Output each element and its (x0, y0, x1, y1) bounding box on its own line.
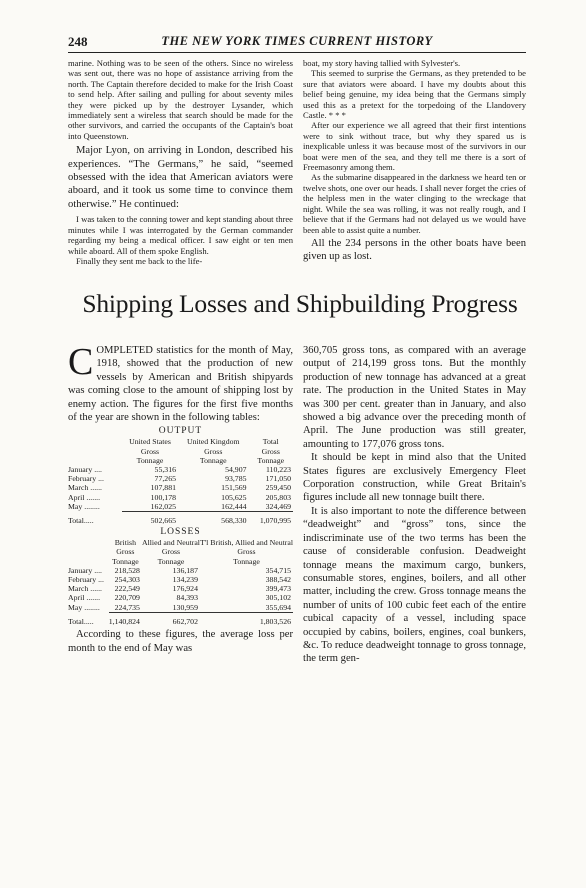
losses-table-block (68, 527, 293, 626)
column-header: Total Gross Tonnage (257, 437, 285, 465)
table-total-row: Total..... 502,665 568,330 1,070,995 (68, 512, 293, 526)
losses-table-title: LOSSES (160, 527, 201, 538)
output-table (68, 437, 293, 525)
paragraph: It is also important to note the difference between “deadweight” and “gross” tons, since the indiscriminate use of the two terms has been the cause of considerable confusion. Deadweight tonnage means the maximum cargo, bunkers, consumable stores, engines, boilers, and all other matter, including the crew. Gross tonnage means the number of units of 100 cubic feet each of the entire cubical capacity of a vessel, including space occupied by cabins, boilers, engines, coal bunkers, &c. To reduce deadweight tonnage to gross tonnage, the term gen- (303, 505, 526, 665)
paragraph: It should be kept in mind also that the United States figures are exclusively Emergency Fleet Corporation construction, while Great Britain's figures include all new tonnage built there. (303, 452, 526, 504)
quoted-paragraph: This seemed to surprise the Germans, as they pretended to be sure that aviators were aboard. I have my doubts about this belief being genuine, my idea being that the Germans simply used this as a pretext for the torpedoing of the Llandovery Castle. * * * (303, 68, 526, 121)
column-top-right (303, 58, 526, 264)
article-headline: Shipping Losses and Shipbuilding Progress (82, 289, 518, 318)
table-row: January .... 218,528 136,187 354,715 (68, 565, 291, 575)
table-total-row: Total..... 1,140,824 662,702 1,803,526 (68, 612, 293, 626)
output-table-block (68, 426, 293, 525)
quoted-paragraph: Finally they sent me back to the life- (76, 255, 203, 266)
table-row: April ....... 100,178 105,625 205,803 (68, 492, 291, 502)
drop-cap: C (68, 341, 94, 383)
publication-title: THE NEW YORK TIMES CURRENT HISTORY (161, 34, 433, 48)
table-row: May ........ 162,025 162,444 324,469 (68, 501, 291, 512)
quoted-paragraph: As the submarine disappeared in the darkness we heard ten or twelve shots, one over our heads. I shall never forget the cries of the helpless men in the water clinging to the wreckage that night. While the sea was rolling, it was not really rough, and I believe that if the Germans had not delayed us we would have been able to assist quite a number. (303, 172, 526, 235)
column-header: United States Gross Tonnage (129, 437, 171, 465)
paragraph: 360,705 gross tons, as compared with an average output of 214,199 gross tons. But the monthly production of new tonnage has advanced at a great rate. The production in the United States in May was 300 per cent. greater than in January, and also showed a big advance over the preceding month of April. The June production was still greater, amounting to 177,076 gross tons. (303, 345, 526, 450)
paragraph: Major Lyon, on arriving in London, described his experiences. “The Germans,” he said, “seemed obsessed with the idea that American aviators were aboard, and it took us some time to convince them otherwise.” He continued: (68, 145, 293, 210)
table-row: January .... 55,316 54,907 110,223 (68, 465, 291, 475)
quoted-paragraph: After our experience we all agreed that their first intentions were to sink without trace, but why they spared us is inexplicable unless it was because most of the survivors in our boat were men of the sea, and they tell me there is a sort of Freemasonry among them. (303, 120, 526, 173)
table-row: February ... 254,303 134,239 388,542 (68, 575, 291, 585)
paragraph: According to these figures, the average loss per month to the end of May was (68, 629, 293, 654)
column-header: United Kingdom Gross Tonnage (186, 437, 240, 465)
table-row: April ....... 220,709 84,393 305,102 (68, 593, 291, 603)
lead-paragraph (68, 341, 293, 424)
quoted-paragraph: I was taken to the conning tower and kept standing about three minutes while I was interrogated by the German commander regarding my being a medical officer. I saw eight or ten men while aboard. All of them spoke English. (68, 214, 293, 256)
column-bottom-left (68, 341, 293, 655)
paragraph: All the 234 persons in the other boats have been given up as lost. (303, 237, 526, 263)
column-header: British Gross Tonnage (111, 538, 139, 566)
output-table-title: OUTPUT (158, 426, 203, 437)
table-row: March ...... 222,549 176,924 399,473 (68, 584, 291, 594)
table-row: February ... 77,265 93,785 171,050 (68, 474, 291, 484)
table-row: March ...... 107,881 151,569 259,450 (68, 483, 291, 493)
lead-text: OMPLETED statistics for the month of May, 1918, showed that the production of new vessels by American and British shipyards was coming close to the amount of shipping lost by enemy action. The figures for the first five months of the year are shown in the following tables: (68, 345, 293, 424)
losses-table (68, 538, 293, 626)
column-top-left (68, 58, 293, 266)
column-header: T'l British, Allied and Neutral Gross Tonnage (199, 538, 293, 566)
table-row: May ........ 224,735 130,959 355,694 (68, 602, 291, 612)
quoted-paragraph: boat, my story having tallied with Sylvester's. (303, 58, 461, 68)
paragraph: marine. Nothing was to be seen of the others. Since no wireless was sent out, there was no hope of assistance arriving from the north. The Captain therefore decided to make for the Irish Coast to send help. After sailing and pulling for about seventy miles they were picked up by the destroyer Lysander, which immediately sent a wireless that search should be made for the other survivors, and carried the occupants of the Captain's boat into Queenstown. (68, 58, 293, 141)
page-number: 248 (68, 34, 88, 49)
column-header: Allied and Neutral Gross Tonnage (141, 538, 200, 566)
column-bottom-right (303, 344, 526, 666)
running-header (68, 34, 526, 53)
